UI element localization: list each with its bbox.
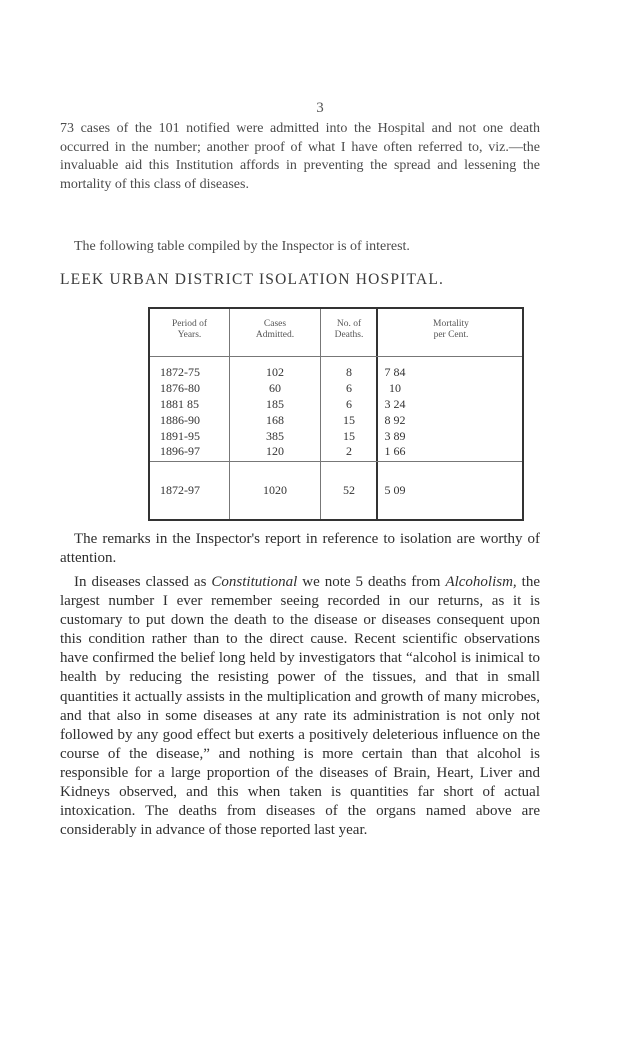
- paragraph-hospital-admissions: 73 cases of the 101 notified were admitted into the Hospital and not one death occurred in the number; another proof of what I have often referred to, viz.—the invaluable aid this Institution affords in preventing the spread and lessening the mortality of this class of diseases.: [60, 121, 540, 192]
- header-mortality: Mortality per Cent.: [433, 319, 469, 340]
- paragraph-table-intro: The following table compiled by the Inspector is of interest.: [74, 239, 410, 254]
- paragraph-alcoholism: In diseases classed as Constitutional we note 5 deaths from Alcoholism, the largest number I ever remember seeing recorded in our returns, as it is customary to put down the death to the disease or diseases consequent upon this condition rather than to the direct cause. Recent scientific observations have confirmed the belief long held by investigators that “alcohol is inimical to health by reducing the resisting power of the tissues, and that in small quantities it actually assists in the multiplication and growth of many microbes, and that also in some diseases at any rate its administration is not only not followed by any good effect but exerts a positively deleterious influence on the course of the disease,” and nothing is more certain than that alcohol is responsible for a large proportion of the diseases of Brain, Heart, Liver and Kidneys observed, and this when taken is quantities far short of actual intoxication. The deaths from diseases of the organs named above are considerably in advance of those reported last year.: [60, 574, 540, 839]
- header-deaths: No. of Deaths.: [334, 319, 364, 340]
- total-divider: [150, 461, 522, 462]
- table-title: LEEK URBAN DISTRICT ISOLATION HOSPITAL.: [60, 271, 445, 288]
- header-period: Period of Years.: [171, 319, 208, 340]
- header-divider: [150, 356, 522, 357]
- paragraph-isolation-remarks: The remarks in the Inspector's report in reference to isolation are worthy of attention.: [60, 531, 540, 566]
- isolation-hospital-table: Period of Years. Cases Admitted. No. of Deaths. Mortality per Cent. 1872-75 102 8 7 84 1876-80 60 6 10 1881 85 185 6 3 24 1886-90 168 15 8 92 1891-95 385 15 3 89 1896-97 120 2 1 66 1872-97 1020 52 5 09: [148, 307, 524, 521]
- header-cases: Cases Admitted.: [255, 319, 295, 340]
- page-number: 3: [316, 100, 324, 116]
